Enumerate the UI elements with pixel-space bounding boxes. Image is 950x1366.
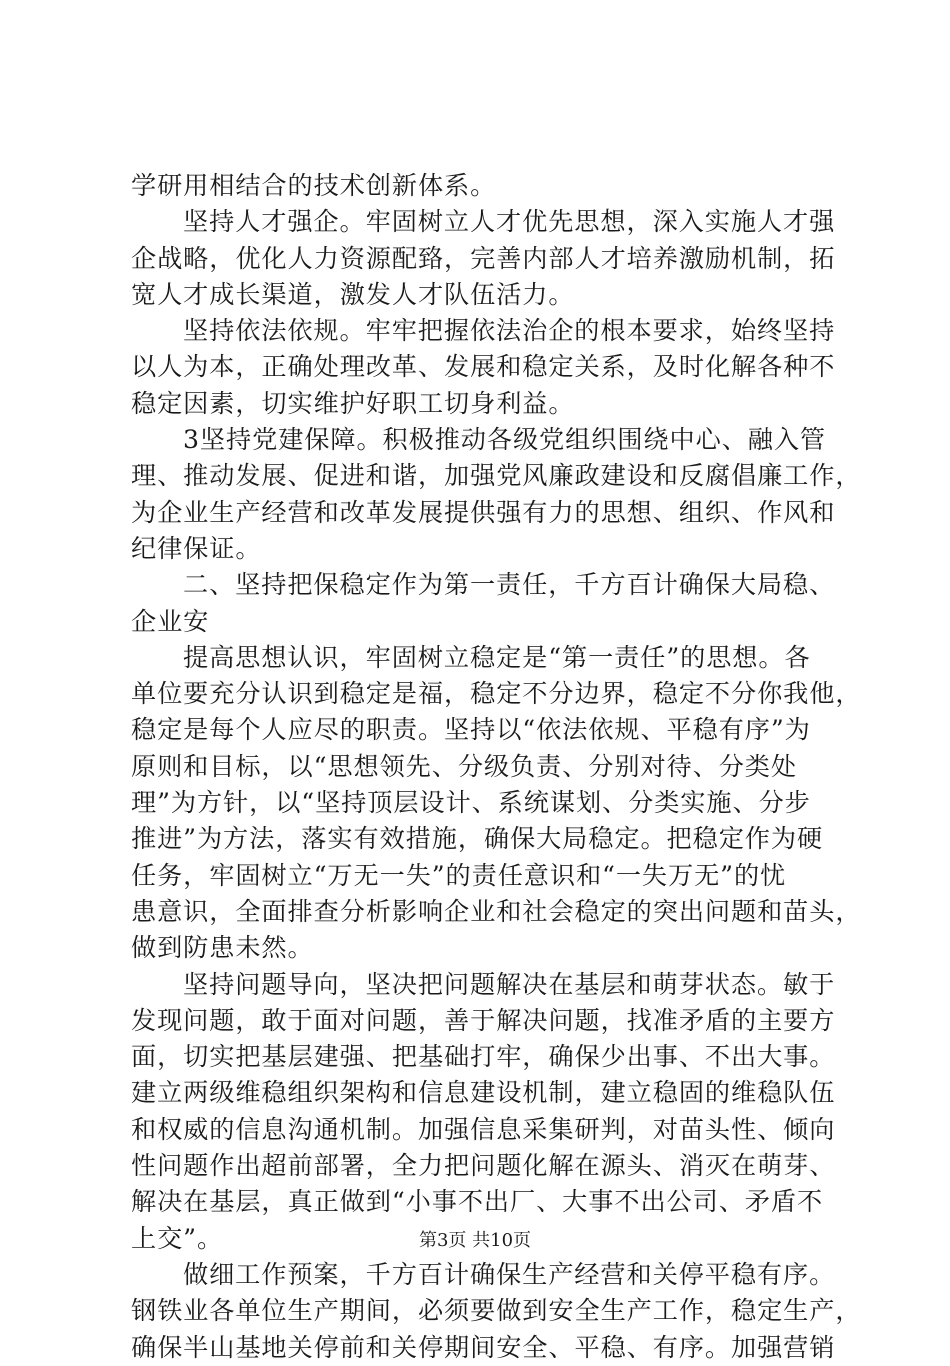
text-line: 稳定是每个人应尽的职责。坚持以“依法依规、平稳有序”为 [131,715,811,745]
text-line: 任务，牢固树立“万无一失”的责任意识和“一失万无”的忧 [131,860,787,890]
text-line: 患意识，全面排查分析影响企业和社会稳定的突出问题和苗头， [131,896,862,926]
text-line: 理、推动发展、促进和谐，加强党风廉政建设和反腐倡廉工作， [131,461,862,491]
text-line: 宽人才成长渠道，激发人才队伍活力。 [131,279,575,309]
text-line: 单位要充分认识到稳定是福，稳定不分边界，稳定不分你我他， [131,679,862,709]
text-line: 为企业生产经营和改革发展提供强有力的思想、组织、作风和 [131,497,836,527]
text-line: 确保半山基地关停前和关停期间安全、平稳、有序。加强营销 [131,1332,836,1362]
text-line: 以人为本，正确处理改革、发展和稳定关系，及时化解各种不 [131,352,836,382]
text-line: 做细工作预案，千方百计确保生产经营和关停平稳有序。 [183,1259,836,1289]
text-line: 和权威的信息沟通机制。加强信息采集研判，对苗头性、倾向 [131,1114,836,1144]
text-line: 提高思想认识，牢固树立稳定是“第一责任”的思想。各 [183,642,811,672]
text-line: 做到防患未然。 [131,933,314,963]
text-line: 稳定因素，切实维护好职工切身利益。 [131,388,575,418]
text-line: 性问题作出超前部署，全力把问题化解在源头、消灭在萌芽、 [131,1151,836,1181]
text-line: 钢铁业各单位生产期间，必须要做到安全生产工作，稳定生产， [131,1296,862,1326]
text-line: 建立两级维稳组织架构和信息建设机制，建立稳固的维稳队伍 [131,1078,836,1108]
text-line: 理”为方针，以“坚持顶层设计、系统谋划、分类实施、分步 [131,788,811,818]
text-line: 解决在基层，真正做到“小事不出厂、大事不出公司、矛盾不 [131,1187,824,1217]
text-line: 面，切实把基层建强、把基础打牢，确保少出事、不出大事。 [131,1042,836,1072]
text-line: 发现问题，敢于面对问题，善于解决问题，找准矛盾的主要方 [131,1005,836,1035]
text-line: 坚持依法依规。牢牢把握依法治企的根本要求，始终坚持 [183,316,836,346]
text-line: 3坚持党建保障。积极推动各级党组织围绕中心、融入管 [183,425,827,455]
document-body [131,168,862,1366]
page-footer: 第3页 共10页 [418,1230,532,1251]
text-line: 原则和目标，以“思想领先、分级负责、分别对待、分类处 [131,751,797,781]
text-line: 二、坚持把保稳定作为第一责任，千方百计确保大局稳、 [183,570,836,600]
text-line: 推进”为方法，落实有效措施，确保大局稳定。把稳定作为硬 [131,824,824,854]
text-line: 上交”。 [131,1223,224,1253]
text-line: 企业安 [131,606,210,636]
text-line: 坚持人才强企。牢固树立人才优先思想，深入实施人才强 [183,207,836,237]
text-line: 学研用相结合的技术创新体系。 [131,171,497,200]
text-line: 坚持问题导向，坚决把问题解决在基层和萌芽状态。敏于 [183,969,836,999]
text-line: 纪律保证。 [131,533,262,563]
text-line: 企战略，优化人力资源配臵，完善内部人才培养激励机制，拓 [131,243,836,273]
